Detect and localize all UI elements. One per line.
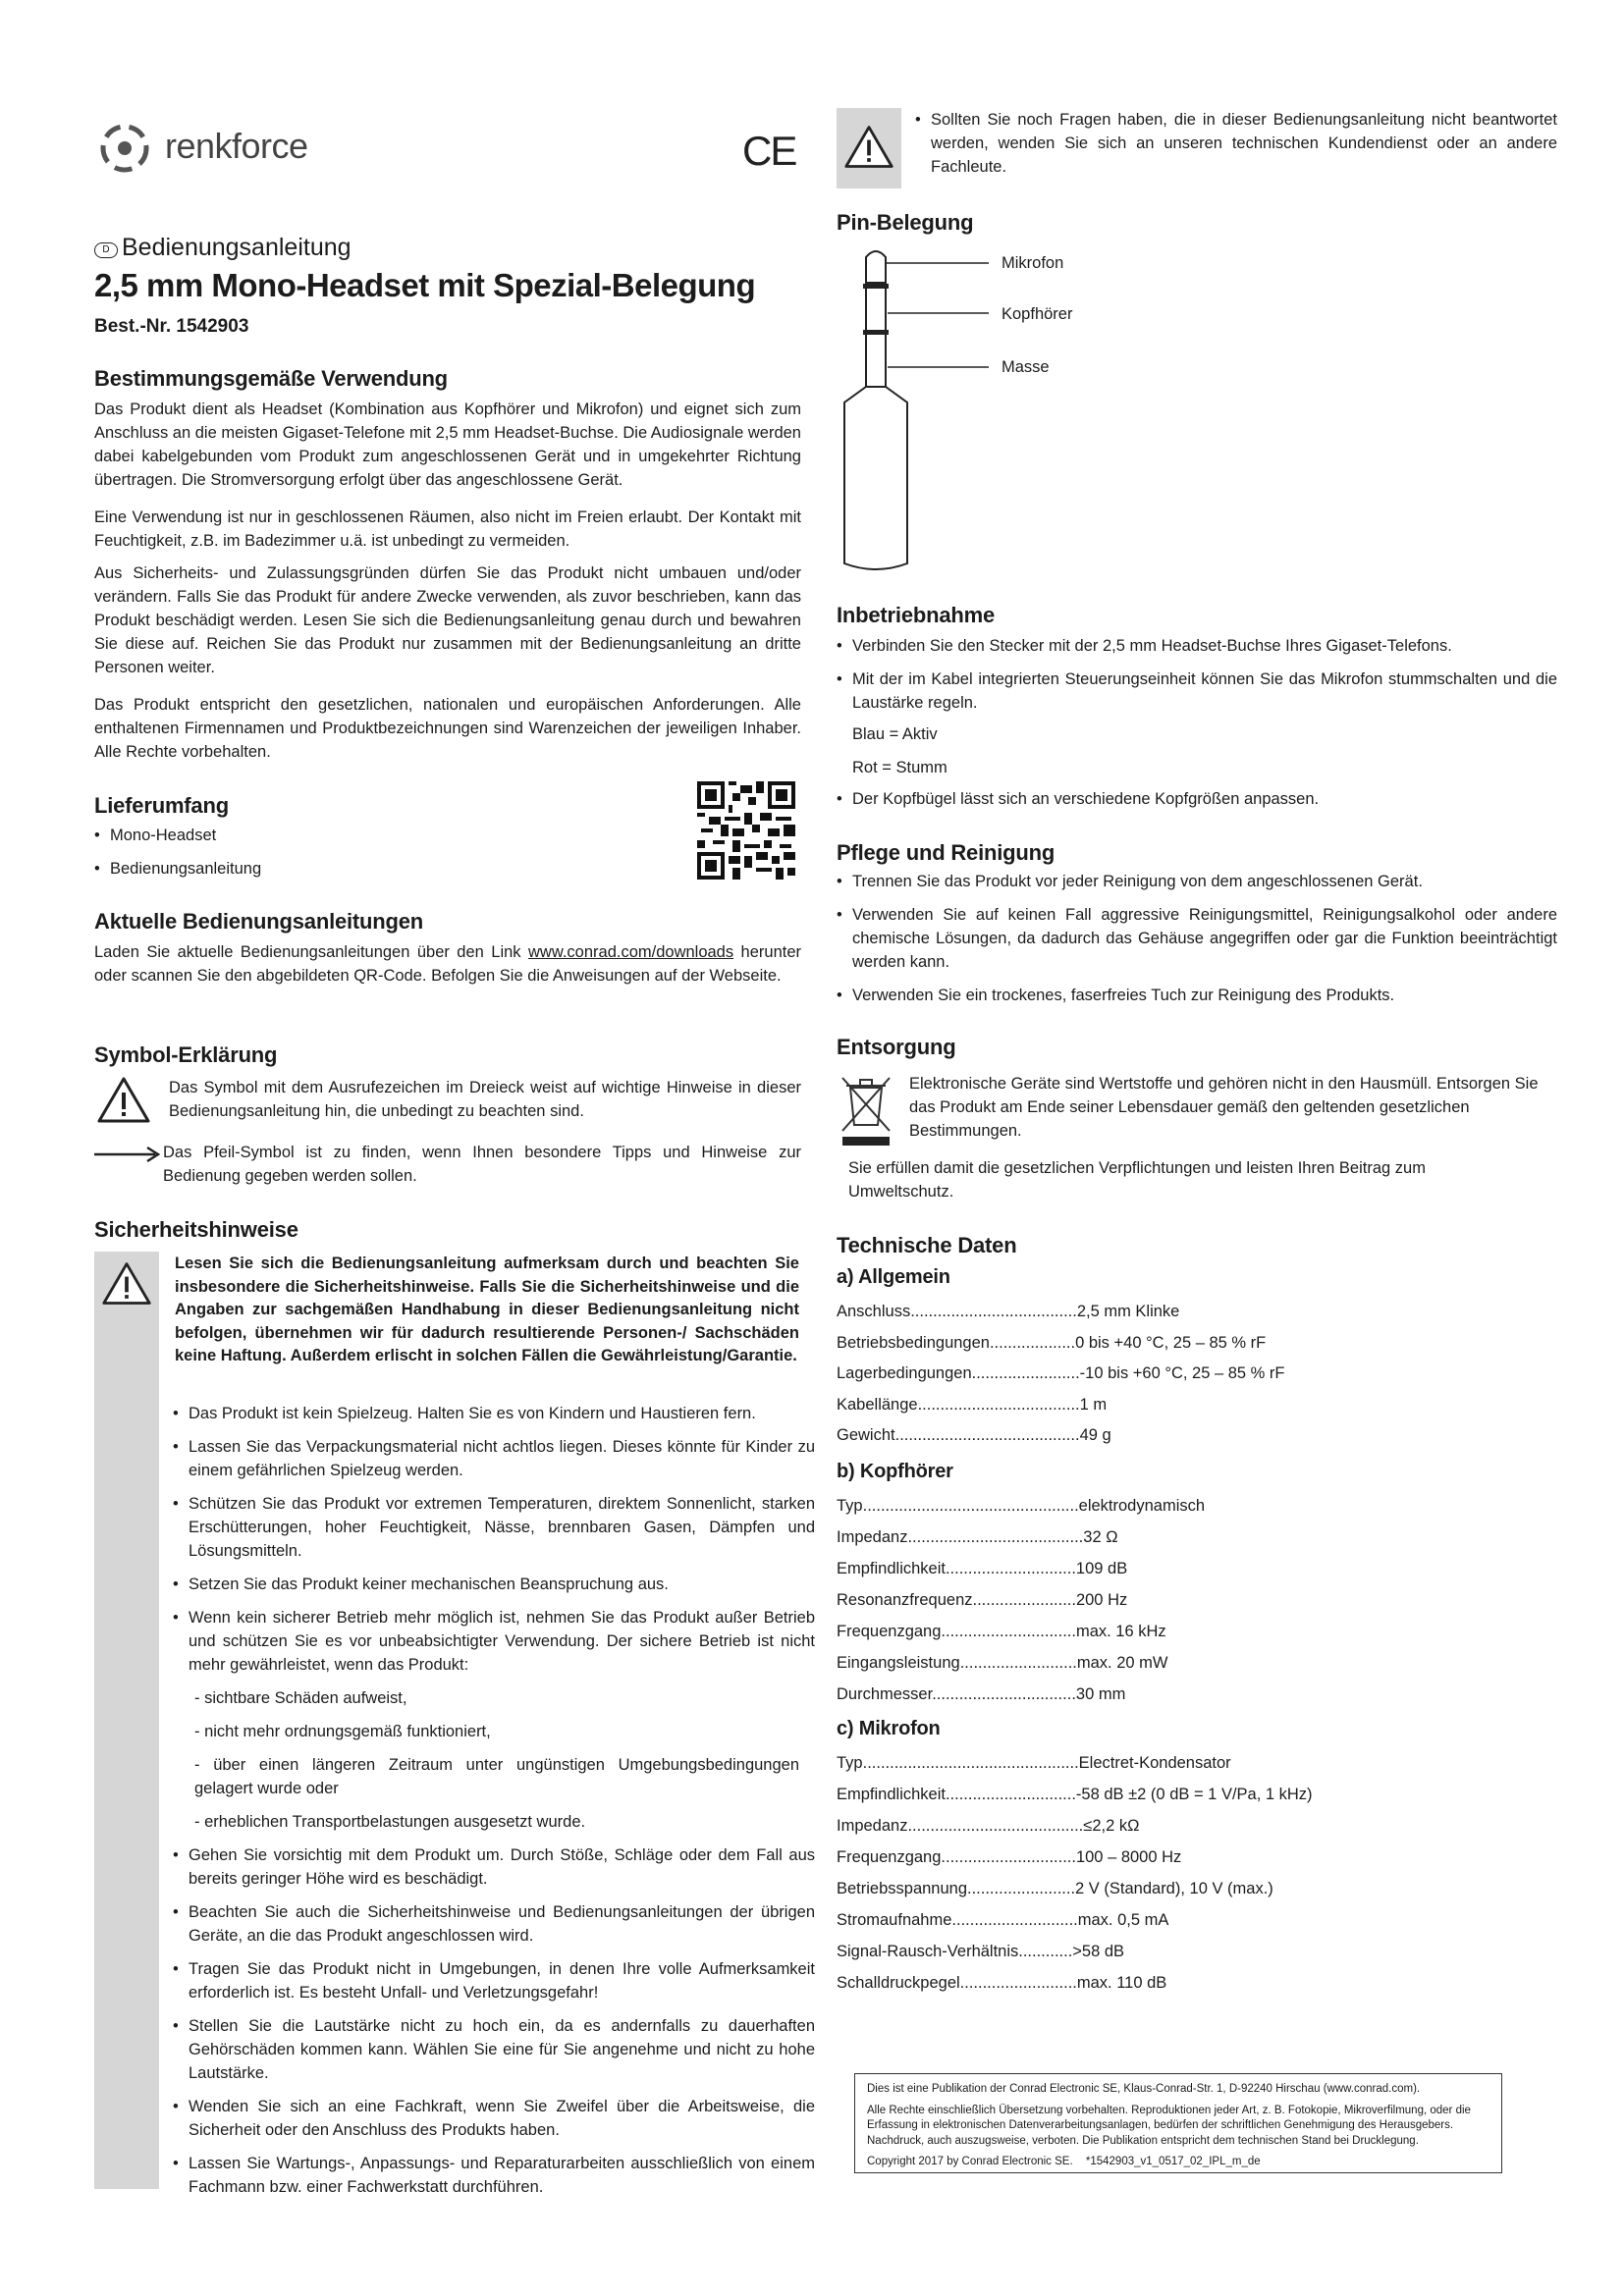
safety-bullet: • Sollten Sie noch Fragen haben, die in dieser Bedienungsanleitung nicht beantwortet werden, wenden Sie sich an unseren technischen Kundendienst oder an andere Fachleute. [915,108,1557,179]
spec-row [837,1877,1273,1900]
spec-row [837,1940,1124,1963]
startup-blue: Blau = Aktiv [852,725,938,743]
spec-key: Impedanz [837,1817,908,1835]
tech-general-heading: a) Allgemein [837,1266,950,1288]
safety-bullet: • Stellen Sie die Lautstärke nicht zu hoch ein, da es andernfalls zu dauerhaften Gehörschäden kommen kann. Wählen Sie eine für Sie angenehme und nicht zu hohe Lautstärke. [173,2014,815,2085]
scope-heading: Lieferumfang [94,793,229,818]
safety-bullet: • Wenden Sie sich an eine Fachkraft, wenn Sie Zweifel über die Arbeitsweise, die Sicherheit oder den Anschluss des Produkts haben. [173,2095,815,2142]
pin-label-headphone: Kopfhörer [1001,305,1073,323]
safety-bullet: • Beachten Sie auch die Sicherheitshinweise und Bedienungsanleitungen der übrigen Geräte, an die das Produkt angeschlossen wird. [173,1900,815,1948]
spec-leader-dots: .............................. [941,1848,1076,1866]
safety-bullet: • Das Produkt ist kein Spielzeug. Halten Sie es von Kindern und Haustieren fern. [173,1402,815,1425]
spec-key: Schalldruckpegel [837,1974,960,1992]
pin-label-microphone: Mikrofon [1001,254,1064,272]
spec-leader-dots: ....................................... [907,1817,1084,1835]
disposal-p2: Sie erfüllen damit die gesetzlichen Verpflichtungen und leisten Ihren Beitrag zum Umweltschutz. [848,1159,1426,1201]
spec-key: Gewicht [837,1426,895,1444]
spec-key: Betriebsbedingungen [837,1333,990,1352]
arrow-right-icon [94,1145,163,1164]
arrow-symbol-text: Das Pfeil-Symbol ist zu finden, wenn Ihnen besondere Tipps und Hinweise zur Bedienung gegeben werden sollen. [163,1144,801,1185]
tech-microphone-heading: c) Mikrofon [837,1718,941,1739]
spec-value: -58 dB ±2 (0 dB = 1 V/Pa, 1 kHz) [1075,1786,1313,1803]
spec-value: 49 g [1079,1426,1111,1444]
spec-row [837,1682,1125,1706]
spec-key: Typ [837,1497,863,1515]
spec-value: 100 – 8000 Hz [1075,1848,1182,1866]
spec-value: 1 m [1079,1395,1108,1414]
spec-leader-dots: ................................................ [862,1754,1079,1772]
safety-gray-strip [94,1252,159,2189]
spec-key: Resonanzfrequenz [837,1591,973,1609]
spec-key: Empfindlichkeit [837,1786,946,1803]
spec-leader-dots: ................................ [932,1685,1076,1703]
publisher-box [854,2073,1502,2173]
spec-leader-dots: ............................ [951,1911,1078,1929]
language-d-icon: D [94,242,118,258]
spec-row [837,1494,1205,1518]
copyright-line: Copyright 2017 by Conrad Electronic SE. *1542903_v1_0517_02_IPL_m_de [867,2156,1261,2167]
spec-value: 2 V (Standard), 10 V (max.) [1075,1880,1273,1897]
intended-use-p4: Das Produkt entspricht den gesetzlichen, nationalen und europäischen Anforderungen. Alle enthaltenen Firmennamen und Produktbezeichnungen sind Warenzeichen der jeweiligen Inhaber. Alle Rechte vorbehalten. [94,696,801,761]
spec-value: >58 dB [1072,1943,1125,1960]
spec-leader-dots: ..................................... [910,1303,1077,1320]
spec-row [837,1908,1168,1932]
spec-key: Frequenzgang [837,1623,942,1640]
spec-value: 2,5 mm Klinke [1076,1303,1180,1320]
spec-key: Empfindlichkeit [837,1560,946,1577]
safety-bullet: • Lassen Sie Wartungs-, Anpassungs- und Reparaturarbeiten ausschließlich von einem Fachmann bzw. einer Fachwerkstatt durchführen. [173,2152,815,2199]
spec-key: Signal-Rausch-Verhältnis [837,1943,1019,1960]
safety-bullet: • Gehen Sie vorsichtig mit dem Produkt um. Durch Stöße, Schläge oder dem Fall aus bereits geringer Höhe wird es beschädigt. [173,1843,815,1891]
spec-key: Anschluss [837,1303,911,1320]
spec-leader-dots: ............................. [945,1786,1076,1803]
startup-red: Rot = Stumm [852,759,947,776]
spec-row [837,1362,1285,1385]
spec-leader-dots: .......................... [959,1974,1077,1992]
spec-row [837,1845,1181,1869]
tech-heading: Technische Daten [837,1233,1017,1257]
downloads-link[interactable]: www.conrad.com/downloads [528,943,734,961]
spec-value: 0 bis +40 °C, 25 – 85 % rF [1075,1333,1267,1352]
tech-headphone-heading: b) Kopfhörer [837,1461,953,1482]
intended-use-p2: Eine Verwendung ist nur in geschlossenen Räumen, also nicht im Freien erlaubt. Der Kontakt mit Feuchtigkeit, z.B. im Badezimmer u.ä. ist unbedingt zu vermeiden. [94,508,801,550]
spec-row [837,1393,1107,1416]
care-bullet: • Trennen Sie das Produkt vor jeder Reinigung von dem angeschlossenen Gerät. [837,870,1557,893]
warning-icon [101,1260,152,1308]
spec-key: Kabellänge [837,1395,918,1414]
spec-leader-dots: ........................ [967,1880,1076,1897]
disposal-p1: Elektronische Geräte sind Wertstoffe und gehören nicht in den Hausmüll. Entsorgen Sie das Produkt am Ende seiner Lebensdauer gemäß den geltenden gesetzlichen Bestimmungen. [909,1075,1539,1140]
spec-key: Eingangsleistung [837,1654,960,1672]
care-bullet: • Verwenden Sie ein trockenes, faserfreies Tuch zur Reinigung des Produkts. [837,984,1557,1007]
brand-name: renkforce [165,126,308,166]
document-code: *1542903_v1_0517_02_IPL_m_de [1085,2156,1261,2167]
safety-sub-item: - erheblichen Transportbelastungen ausgesetzt wurde. [194,1813,586,1831]
disposal-heading: Entsorgung [837,1035,956,1059]
product-title: 2,5 mm Mono-Headset mit Spezial-Belegung [94,267,756,303]
safety-sub-item: - nicht mehr ordnungsgemäß funktioniert, [194,1723,491,1740]
spec-row [837,1651,1168,1675]
qr-code[interactable] [697,781,795,880]
spec-value: max. 0,5 mA [1077,1911,1169,1929]
spec-leader-dots: ............................. [945,1560,1076,1577]
spec-leader-dots: .......................... [959,1654,1077,1672]
care-heading: Pflege und Reinigung [837,840,1056,865]
spec-leader-dots: ....................... [972,1591,1076,1609]
safety-bullet: • Tragen Sie das Produkt nicht in Umgebungen, in denen Ihre volle Aufmerksamkeit erforderlich ist. Es besteht Unfall- und Verletzungsgefahr! [173,1957,815,2004]
spec-value: 32 Ω [1083,1528,1118,1546]
safety-bullet: • Wenn kein sicherer Betrieb mehr möglich ist, nehmen Sie das Produkt außer Betrieb und schützen Sie es vor unbeabsichtigter Verwendung. Der sichere Betrieb ist nicht mehr gewährleistet, wenn das Produkt: [173,1606,815,1677]
spec-leader-dots: ................................................ [862,1497,1079,1515]
spec-value: ≤2,2 kΩ [1083,1817,1140,1835]
pins-heading: Pin-Belegung [837,210,974,235]
order-number: Best.-Nr. 1542903 [94,316,249,337]
jack-plug-diagram [837,243,994,577]
startup-bullet: • Der Kopfbügel lässt sich an verschiedene Kopfgrößen anpassen. [837,787,1557,811]
intended-use-p1: Das Produkt dient als Headset (Kombination aus Kopfhörer und Mikrofon) und eignet sich zum Anschluss an die meisten Gigaset-Telefone mit 2,5 mm Headset-Buchse. Die Audiosignale werden dabei kabelgebunden vom Produkt zum angeschlossenen Gerät und in umgekehrter Richtung übertragen. Die Stromversorgung erfolgt über das angeschlossene Gerät. [94,400,801,489]
spec-row [837,1300,1179,1323]
manuals-heading: Aktuelle Bedienungsanleitungen [94,909,424,934]
scope-item: • Mono-Headset [94,824,601,847]
crossed-bin-icon [839,1074,893,1148]
spec-leader-dots: ......................................... [894,1426,1080,1444]
spec-value: 30 mm [1075,1685,1126,1703]
spec-leader-dots: .................................... [917,1395,1080,1414]
renkforce-logo-icon [94,118,155,179]
safety-bullet: • Schützen Sie das Produkt vor extremen Temperaturen, direktem Sonnenlicht, starken Erschütterungen, hoher Feuchtigkeit, Nässe, brennbaren Gasen, Dämpfen und Lösungsmitteln. [173,1492,815,1563]
spec-key: Lagerbedingungen [837,1364,972,1382]
spec-key: Frequenzgang [837,1848,942,1866]
spec-value: max. 16 kHz [1075,1623,1166,1640]
safety-sub-item: - sichtbare Schäden aufweist, [194,1689,407,1707]
spec-row [837,1588,1127,1612]
spec-key: Impedanz [837,1528,908,1546]
spec-leader-dots: ....................................... [907,1528,1084,1546]
spec-key: Typ [837,1754,863,1772]
manuals-text: Laden Sie aktuelle Bedienungsanleitungen über den Link www.conrad.com/downloads herunter oder scannen Sie den abgebildeten QR-Code. Befolgen Sie die Anweisungen auf der Webseite. [94,943,802,985]
symbols-heading: Symbol-Erklärung [94,1042,278,1067]
spec-row [837,1971,1166,1995]
spec-key: Stromaufnahme [837,1911,952,1929]
rights-text: Alle Rechte einschließlich Übersetzung vorbehalten. Reproduktionen jeder Art, z. B. Fotokopie, Mikroverfilmung, oder die Erfassung in elektronischen Datenverarbeitungsanlagen, bedürfen der schriftlichen Genehmigung des Herausgebers. Nachdruck, auch auszugsweise, verboten. Die Publikation entspricht dem technischen Stand bei Drucklegung. [867,2104,1471,2147]
safety-bullet: • Setzen Sie das Produkt keiner mechanischen Beanspruchung aus. [173,1573,815,1596]
manual-label: D Bedienungsanleitung [94,234,352,262]
spec-leader-dots: ................... [989,1333,1076,1352]
warning-symbol-text: Das Symbol mit dem Ausrufezeichen im Dreieck weist auf wichtige Hinweise in dieser Bedienungsanleitung hin, die unbedingt zu beachten sind. [169,1079,801,1120]
spec-row [837,1783,1313,1806]
spec-row [837,1557,1127,1580]
spec-value: max. 110 dB [1076,1974,1167,1992]
spec-row [837,1423,1111,1447]
publisher-line: Dies ist eine Publikation der Conrad Electronic SE, Klaus-Conrad-Str. 1, D-92240 Hirschau (www.conrad.com). [867,2083,1421,2095]
intended-use-p3: Aus Sicherheits- und Zulassungsgründen dürfen Sie das Produkt nicht umbauen und/oder verändern. Falls Sie das Produkt für andere Zwecke verwenden, als zuvor beschrieben, kann das Produkt beschädigt werden. Lesen Sie sich die Bedienungsanleitung genau durch und bewahren Sie diese auf. Reichen Sie das Produkt nur zusammen mit der Bedienungsanleitung an dritte Personen weiter. [94,564,801,676]
spec-row [837,1751,1231,1775]
spec-value: elektrodynamisch [1078,1497,1206,1515]
spec-value: -10 bis +60 °C, 25 – 85 % rF [1079,1364,1285,1382]
safety-bullet: • Lassen Sie das Verpackungsmaterial nicht achtlos liegen. Dieses könnte für Kinder zu einem gefährlichen Spielzeug werden. [173,1435,815,1482]
safety-heading: Sicherheitshinweise [94,1217,298,1242]
scope-item: • Bedienungsanleitung [94,857,601,881]
spec-value: 109 dB [1075,1560,1128,1577]
ce-mark: CE [742,128,796,174]
spec-row [837,1331,1266,1355]
startup-bullet: • Verbinden Sie den Stecker mit der 2,5 mm Headset-Buchse Ihres Gigaset-Telefons. [837,634,1557,658]
spec-row [837,1525,1118,1549]
spec-value: Electret-Kondensator [1078,1754,1231,1772]
warning-icon [96,1076,151,1125]
spec-value: max. 20 mW [1076,1654,1168,1672]
startup-heading: Inbetriebnahme [837,603,996,627]
care-bullet: • Verwenden Sie auf keinen Fall aggressive Reinigungsmittel, Reinigungsalkohol oder andere chemische Lösungen, da dadurch das Gehäuse angegriffen oder gar die Funktion beeinträchtigt werden kann. [837,903,1557,974]
pin-label-ground: Masse [1001,358,1050,376]
intended-use-heading: Bestimmungsgemäße Verwendung [94,366,448,391]
safety-sub-item: - über einen längeren Zeitraum unter ungünstigen Umgebungsbedingungen gelagert wurde oder [194,1756,799,1797]
warning-icon [843,124,894,171]
renkforce-logo [94,116,350,185]
spec-leader-dots: ............ [1018,1943,1073,1960]
spec-value: 200 Hz [1075,1591,1128,1609]
spec-leader-dots: .............................. [941,1623,1076,1640]
safety-intro: Lesen Sie sich die Bedienungsanleitung aufmerksam durch und beachten Sie insbesondere die Sicherheitshinweise. Falls Sie die Sicherheitshinweise und die Angaben zur sachgemäßen Handhabung in dieser Bedienungsanleitung nicht befolgen, übernehmen wir für dadurch resultierende Personen-/ Sachschäden keine Haftung. Außerdem erlischt in solchen Fällen die Gewährleistung/Garantie. [175,1255,799,1364]
spec-key: Betriebsspannung [837,1880,968,1897]
spec-row [837,1814,1139,1838]
spec-leader-dots: ........................ [971,1364,1080,1382]
spec-key: Durchmesser [837,1685,933,1703]
spec-row [837,1620,1166,1643]
startup-bullet: • Mit der im Kabel integrierten Steuerungseinheit können Sie das Mikrofon stummschalten und die Laustärke regeln. [837,667,1557,715]
